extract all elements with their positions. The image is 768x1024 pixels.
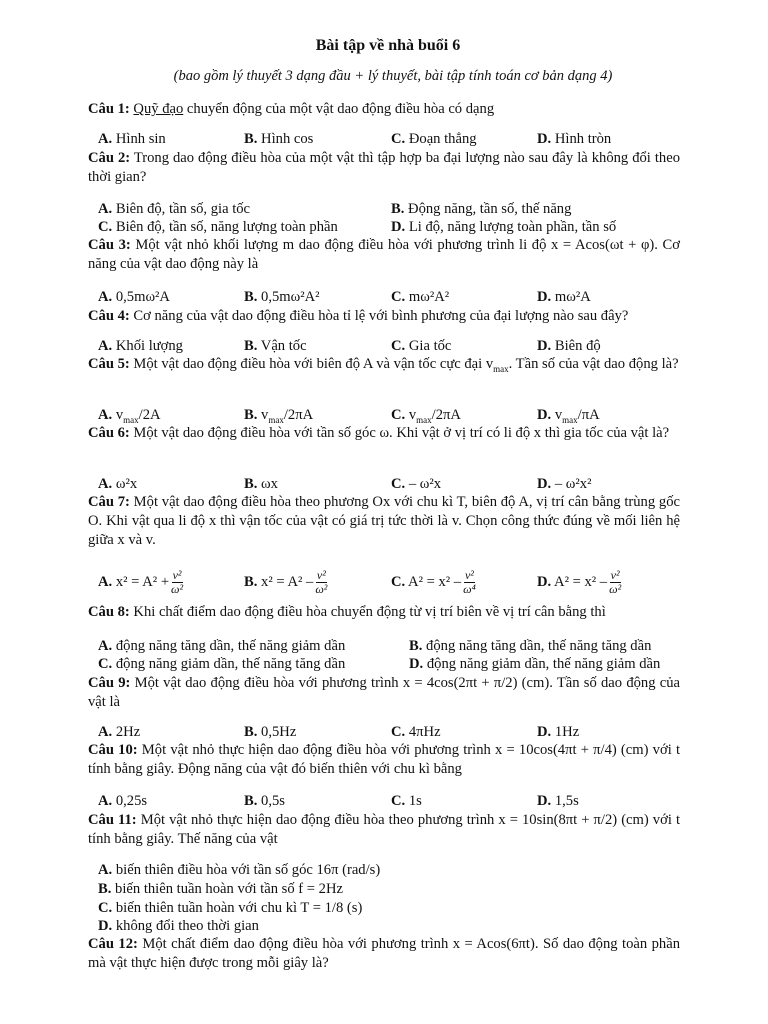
- option-b: B. x² = A² – $\frac{\text{v²}}{\text{ω²}}$: [244, 568, 328, 597]
- option-a: A. x² = A² + $\frac{\text{v²}}{\text{ω²}}$: [98, 568, 184, 597]
- option-d: D. Li độ, năng lượng toàn phần, tần số: [391, 219, 617, 235]
- option-c: C. Gia tốc: [391, 338, 452, 354]
- option-d: D. A² = x² – $\frac{\text{v²}}{\text{ω²}}$: [537, 568, 622, 597]
- option-b: B. 0,5s: [244, 793, 285, 809]
- options-q7: [98, 562, 688, 602]
- question-label: Câu 12:: [88, 936, 138, 952]
- question-text: Một vật dao động điều hòa theo phương Ox với chu kì T, biên độ A, vị trí cân bằng trùng gốc O. Khi vật qua li độ x thì vận tốc của vật có giá trị tức thời là v. Chọn công thức đúng về mối liên hệ giữa x và v.: [88, 494, 680, 548]
- option-a: A. 0,5mω²A: [98, 289, 170, 305]
- option-b: B. Động năng, tần số, thế năng: [391, 201, 572, 217]
- question-1: [88, 100, 680, 119]
- question-label: Câu 4:: [88, 308, 130, 324]
- question-10: [88, 741, 680, 779]
- option-b: B. 0,5Hz: [244, 724, 297, 740]
- options-q8-row1: [98, 637, 688, 656]
- option-b: B. động năng tăng dần, thế năng tăng dần: [409, 638, 652, 654]
- option-c: C. mω²A²: [391, 289, 450, 305]
- option-a: A. Hình sin: [98, 131, 166, 147]
- option-b: B. biến thiên tuần hoàn với tần số f = 2Hz: [98, 881, 343, 897]
- formula-fraction: $\frac{\text{v²}}{\text{ω²}}$: [609, 568, 622, 597]
- option-b: B. ωx: [244, 476, 278, 492]
- options-q8-row2: [98, 655, 688, 674]
- page-subtitle: (bao gồm lý thuyết 3 dạng đầu + lý thuyết, bài tập tính toán cơ bản dạng 4): [173, 68, 613, 84]
- question-label: Câu 1:: [88, 101, 130, 117]
- question-label: Câu 2:: [88, 150, 131, 166]
- question-5: [88, 355, 680, 374]
- worksheet-page: [88, 36, 678, 86]
- question-label: Câu 9:: [88, 675, 131, 691]
- option-b: B. 0,5mω²A²: [244, 289, 320, 305]
- option-d: D. 1,5s: [537, 793, 579, 809]
- question-text: Một vật nhỏ khối lượng m dao động điều hòa với phương trình li độ x = Acos(ωt + φ). Cơ năng của vật dao động này là: [88, 237, 680, 272]
- option-d: D. động năng giảm dần, thế năng giảm dần: [409, 656, 661, 672]
- options-q5: [98, 406, 688, 425]
- option-c: C. động năng giảm dần, thế năng tăng dần: [98, 656, 346, 672]
- question-text: Trong dao động điều hòa của một vật thì tập hợp ba đại lượng nào sau đây là không đổi theo thời gian?: [88, 150, 680, 185]
- option-d: D. mω²A: [537, 289, 591, 305]
- options-q1: [98, 130, 688, 149]
- options-q3: [98, 288, 688, 307]
- page-title: Bài tập về nhà buổi 6: [315, 37, 461, 54]
- options-q6: [98, 475, 688, 494]
- question-text: Một vật nhỏ thực hiện dao động điều hòa với phương trình x = 10cos(4πt + π/4) (cm) với t tính bằng giây. Động năng của vật đó biến thiên với chu kì bằng: [88, 742, 680, 777]
- question-12: [88, 935, 680, 973]
- option-a: A. ω²x: [98, 476, 138, 492]
- question-4: [88, 307, 680, 326]
- option-a: A. 0,25s: [98, 793, 148, 809]
- option-a: A. động năng tăng dần, thế năng giảm dần: [98, 638, 346, 654]
- question-6: [88, 424, 680, 443]
- question-text: chuyển động của một vật dao động điều hòa có dạng: [183, 101, 495, 117]
- options-q10: [98, 792, 688, 811]
- option-b: B. $v_{max}/2\pi A$: [244, 407, 314, 425]
- option-c: C. 4πHz: [391, 724, 441, 740]
- question-3: [88, 236, 680, 274]
- question-text: Một chất điểm dao động điều hòa với phương trình x = Acos(6πt). Số dao động toàn phần mà vật thực hiện được trong mỗi giây là?: [88, 936, 680, 971]
- question-keyword: Quỹ đạo: [133, 101, 184, 117]
- option-b: B. Vận tốc: [244, 338, 307, 354]
- option-a: A. Biên độ, tần số, gia tốc: [98, 201, 251, 217]
- option-d: D. không đổi theo thời gian: [98, 918, 259, 934]
- question-11: [88, 811, 680, 849]
- question-label: Câu 5:: [88, 356, 130, 372]
- question-text: Khi chất điểm dao động điều hòa chuyển động từ vị trí biên về vị trí cân bằng thì: [129, 604, 606, 620]
- question-9: [88, 674, 680, 712]
- question-8: [88, 603, 680, 622]
- question-label: Câu 3:: [88, 237, 131, 253]
- question-label: Câu 10:: [88, 742, 138, 758]
- option-d: D. Biên độ: [537, 338, 601, 354]
- options-q9: [98, 723, 688, 742]
- option-a: A. 2Hz: [98, 724, 141, 740]
- question-text: Một vật dao động điều hòa với phương trình x = 4cos(2πt + π/2) (cm). Tần số dao động của vật là: [88, 675, 680, 710]
- formula-fraction: $\frac{\text{v²}}{\text{ω⁴}}$: [463, 568, 476, 597]
- question-label: Câu 11:: [88, 812, 137, 828]
- question-label: Câu 7:: [88, 494, 130, 510]
- option-d: D. – ω²x²: [537, 476, 592, 492]
- question-text: Một vật nhỏ thực hiện dao động điều hòa theo phương trình x = 10sin(8πt + π/2) (cm) với t tính bằng giây. Thế năng của vật: [88, 812, 680, 847]
- option-c: C. A² = x² – $\frac{\text{v²}}{\text{ω⁴}}$: [391, 568, 476, 597]
- option-d: D. $v_{max}/\pi A$: [537, 407, 600, 425]
- question-text: Cơ năng của vật dao động điều hòa tỉ lệ với bình phương của đại lượng nào sau đây?: [129, 308, 629, 324]
- question-label: Câu 6:: [88, 425, 130, 441]
- options-q4: [98, 337, 688, 356]
- question-label: Câu 8:: [88, 604, 130, 620]
- option-c: C. $v_{max}/2\pi A$: [391, 407, 461, 425]
- option-a: A. biến thiên điều hòa với tần số góc 16π (rad/s): [98, 862, 381, 878]
- option-c: C. Biên độ, tần số, năng lượng toàn phần: [98, 219, 338, 235]
- question-text: Một vật dao động điều hòa với biên độ A và vận tốc cực đại $v_{max}$. Tần số của vật dao động là?: [129, 356, 679, 374]
- question-text: Một vật dao động điều hòa với tần số góc ω. Khi vật ở vị trí có li độ x thì gia tốc của vật là?: [129, 425, 670, 441]
- option-a: A. Khối lượng: [98, 338, 183, 354]
- option-d: D. Hình tròn: [537, 131, 612, 147]
- option-c: C. – ω²x: [391, 476, 442, 492]
- options-q2-row2: [98, 218, 688, 237]
- question-2: [88, 149, 680, 187]
- question-7: [88, 493, 680, 550]
- formula-fraction: $\frac{\text{v²}}{\text{ω²}}$: [315, 568, 328, 597]
- option-a: A. $v_{max}/2A$: [98, 407, 161, 425]
- options-q2-row1: [98, 200, 688, 219]
- option-c: C. Đoạn thẳng: [391, 131, 477, 147]
- option-b: B. Hình cos: [244, 131, 314, 147]
- option-d: D. 1Hz: [537, 724, 580, 740]
- formula-fraction: $\frac{\text{v²}}{\text{ω²}}$: [171, 568, 184, 597]
- option-c: C. biến thiên tuần hoàn với chu kì T = 1/8 (s): [98, 900, 363, 916]
- option-c: C. 1s: [391, 793, 422, 809]
